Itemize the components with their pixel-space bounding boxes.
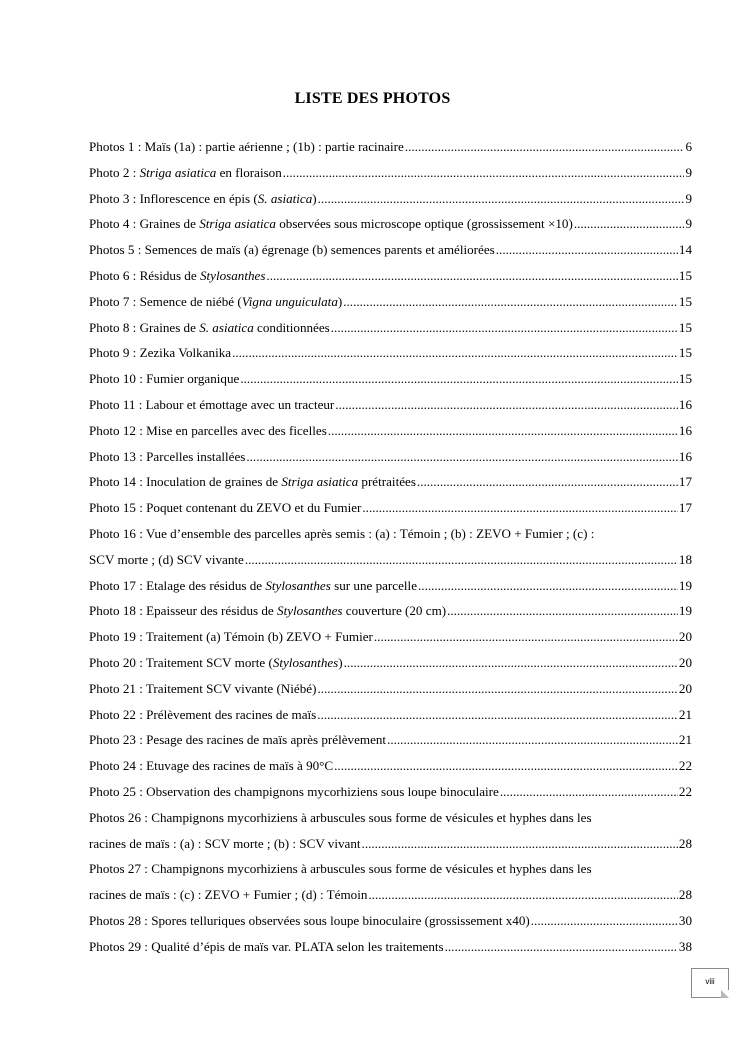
toc-page-number: 38 [678,938,692,954]
entry-text-part: Photo 13 : Parcelles installées [89,448,246,464]
toc-entry-text [89,598,446,624]
entry-text-part: Photo 24 : Etuvage des racines de maïs à 90°C [89,758,334,774]
toc-entry [89,676,692,702]
species-name: Stylosanthes [272,654,339,670]
toc-page-number: 15 [678,345,692,361]
entry-text-part: en floraison [216,164,282,180]
entry-text-part: Photo 20 : Traitement SCV morte ( [89,654,273,670]
toc-entry-text [89,650,343,676]
dot-leader [331,315,678,341]
toc-entry [89,650,692,676]
toc-entry [89,366,692,392]
toc-page-number: 17 [678,474,692,490]
toc-entry-text [89,418,327,444]
toc-entry [89,547,692,573]
toc-page-number: 30 [678,912,692,928]
entry-text-part: conditionnées [253,319,330,335]
species-name: Striga asiatica [139,164,217,180]
toc-entry [89,315,692,341]
dot-leader [328,418,678,444]
toc-page-number: 9 [685,216,692,232]
toc-entry-text [89,469,416,495]
toc-entry-text [89,934,444,960]
toc-entry [89,495,692,521]
toc-entry [89,469,692,495]
toc-entry [89,392,692,418]
toc-entry [89,340,692,366]
page-number: viii [705,977,715,986]
toc-entry [89,753,692,779]
dot-leader [318,186,685,212]
dot-leader [447,598,678,624]
entry-text-part: Photo 18 : Epaisseur des résidus de [89,603,278,619]
dot-leader [574,211,685,237]
toc-entry-text [89,702,316,728]
species-name: Striga asiatica [199,216,276,232]
toc-entry [89,779,692,805]
entry-text-part: Photo 15 : Poquet contenant du ZEVO et du Fumier [89,500,362,516]
species-name: S. asiatica [199,319,254,335]
toc-entry-text [89,573,417,599]
toc-entry-text [89,882,367,908]
entry-text-part: Photo 22 : Prélèvement des racines de maïs [89,706,317,722]
entry-text-part: Photo 8 : Graines de [89,319,200,335]
toc-entry-text [89,315,330,341]
entry-text-part: Photo 12 : Mise en parcelles avec des ficelles [89,422,327,438]
toc-entry [89,934,692,960]
entry-text-part: Photo 9 : Zezika Volkanika [89,345,232,361]
toc-entry [89,882,692,908]
toc-entry-text [89,340,231,366]
toc-entry-text: Photo 16 : Vue d’ensemble des parcelles après semis : (a) : Témoin ; (b) : ZEVO + Fumier ; (c) : [89,525,595,541]
toc-entry-text: Photos 27 : Champignons mycorhiziens à arbuscules sous forme de vésicules et hyphes dans les [89,861,592,877]
entry-text-part: Photo 21 : Traitement SCV vivante (Niébé) [89,680,317,696]
toc-entry-text [89,444,245,470]
entry-text-part: Photo 4 : Graines de [89,216,200,232]
entry-text-part: observées sous microscope optique (grossissement ×10) [275,216,573,232]
toc-entry [89,289,692,315]
toc-entry-text [89,134,404,160]
toc-entry [89,418,692,444]
dot-leader [496,237,678,263]
toc-entry [89,598,692,624]
toc-entry-lead [89,856,692,882]
toc-entry [89,573,692,599]
toc-page-number: 9 [685,164,692,180]
entry-text-part: Photo 19 : Traitement (a) Témoin (b) ZEVO + Fumier [89,629,373,645]
toc-page-number: 22 [678,758,692,774]
toc-entry-text [89,624,373,650]
toc-entry [89,211,692,237]
entry-text-part: sur une parcelle [330,577,418,593]
toc-page-number: 20 [678,680,692,696]
entry-text-part: Photos 5 : Semences de maïs (a) égrenage (b) semences parents et améliorées [89,242,495,258]
toc-page-number: 28 [678,835,692,851]
toc-page-number: 20 [678,629,692,645]
entry-text-part: Photos 28 : Spores telluriques observées sous loupe binoculaire (grossissement x40) [89,912,530,928]
entry-text-part: racines de maïs : (a) : SCV morte ; (b) : SCV vivant [89,835,361,851]
species-name: Striga asiatica [281,474,359,490]
toc-entry-text [89,186,317,212]
entry-text-part: Photo 14 : Inoculation de graines de [89,474,282,490]
toc-entry-lead [89,521,692,547]
dot-leader [317,702,678,728]
dot-leader [246,444,678,470]
toc-entry [89,186,692,212]
toc-entry-text [89,908,530,934]
toc-entry [89,624,692,650]
toc-page-number: 15 [678,267,692,283]
toc-entry-text [89,495,361,521]
entry-text-part: ) [338,654,343,670]
toc-entry-text [89,211,573,237]
dot-leader [368,882,678,908]
dot-leader [445,934,678,960]
dot-leader [334,753,678,779]
entry-text-part: racines de maïs : (c) : ZEVO + Fumier ; (d) : Témoin [89,887,368,903]
dot-leader [405,134,685,160]
species-name: Stylosanthes [265,577,331,593]
toc-entry-text [89,160,282,186]
entry-text-part: Photo 10 : Fumier organique [89,371,240,387]
dot-leader [317,676,677,702]
toc-entry-text [89,289,342,315]
page-title: LISTE DES PHOTOS [294,90,451,107]
dot-leader [283,160,685,186]
entry-text-part: Photo 7 : Semence de niébé ( [89,293,242,309]
toc-page-number: 21 [678,706,692,722]
toc-entry-text [89,779,499,805]
toc-entry-text [89,392,334,418]
toc-page-number: 16 [678,396,692,412]
toc-entry-text [89,753,333,779]
dot-leader [374,624,678,650]
entry-text-part: Photo 3 : Inflorescence en épis ( [89,190,258,206]
species-name: S. asiatica [257,190,313,206]
toc-page-number: 20 [678,654,692,670]
dot-leader [232,340,678,366]
toc-entry-lead [89,805,692,831]
dot-leader [531,908,678,934]
entry-text-part: Photo 17 : Etalage des résidus de [89,577,266,593]
entry-text-part: ) [312,190,317,206]
toc-entry [89,444,692,470]
dot-leader [387,727,678,753]
toc-entry-text [89,263,265,289]
entry-text-part: couverture (20 cm) [342,603,447,619]
dot-leader [344,650,678,676]
toc-entry [89,160,692,186]
toc-entry-text [89,676,316,702]
toc-entry-text: Photos 26 : Champignons mycorhiziens à arbuscules sous forme de vésicules et hyphes dans les [89,809,592,825]
dot-leader [418,573,678,599]
entry-text-part: prétraitées [358,474,416,490]
entry-text-part: SCV morte ; (d) SCV vivante [89,551,244,567]
page-number-box [691,968,729,998]
entry-text-part: Photo 6 : Résidus de [89,267,200,283]
toc-entry [89,908,692,934]
toc-entry [89,263,692,289]
entry-text-part: Photos 29 : Qualité d’épis de maïs var. PLATA selon les traitements [89,938,444,954]
toc-entry [89,831,692,857]
toc-entry [89,237,692,263]
toc-entry-text [89,727,386,753]
species-name: Stylosanthes [199,267,266,283]
toc-page-number: 17 [678,500,692,516]
toc-page-number: 19 [678,603,692,619]
toc-page-number: 15 [678,371,692,387]
entry-text-part: Photo 2 : [89,164,140,180]
toc-entry-text [89,366,239,392]
toc-page-number: 21 [678,732,692,748]
toc-entry [89,134,692,160]
dot-leader [362,831,678,857]
species-name: Stylosanthes [277,603,343,619]
toc-entry-text [89,237,495,263]
entry-text-part: Photos 1 : Maïs (1a) : partie aérienne ; (1b) : partie racinaire [89,139,404,154]
species-name: Vigna unguiculata [241,293,338,309]
toc-entry-text [89,547,244,573]
dot-leader [362,495,678,521]
photo-list [89,134,692,960]
toc-page-number: 14 [678,242,692,258]
toc-entry [89,727,692,753]
dot-leader [266,263,677,289]
dot-leader [335,392,678,418]
toc-page-number: 6 [685,139,692,154]
toc-page-number: 18 [678,551,692,567]
dot-leader [240,366,678,392]
entry-text-part: Photo 25 : Observation des champignons mycorhiziens sous loupe binoculaire [89,783,499,799]
toc-page-number: 16 [678,422,692,438]
toc-page-number: 19 [678,577,692,593]
dot-leader [343,289,678,315]
toc-page-number: 9 [685,190,692,206]
toc-page-number: 28 [678,887,692,903]
dot-leader [500,779,678,805]
entry-text-part: Photo 11 : Labour et émottage avec un tracteur [89,396,335,412]
toc-page-number: 15 [678,319,692,335]
toc-entry [89,702,692,728]
toc-page-number: 15 [678,293,692,309]
dot-leader [245,547,678,573]
entry-text-part: ) [337,293,343,309]
dot-leader [417,469,678,495]
toc-entry-text [89,831,361,857]
toc-page-number: 22 [678,783,692,799]
page-curl-icon [721,990,729,998]
entry-text-part: Photo 23 : Pesage des racines de maïs après prélèvement [89,732,387,748]
toc-page-number: 16 [678,448,692,464]
